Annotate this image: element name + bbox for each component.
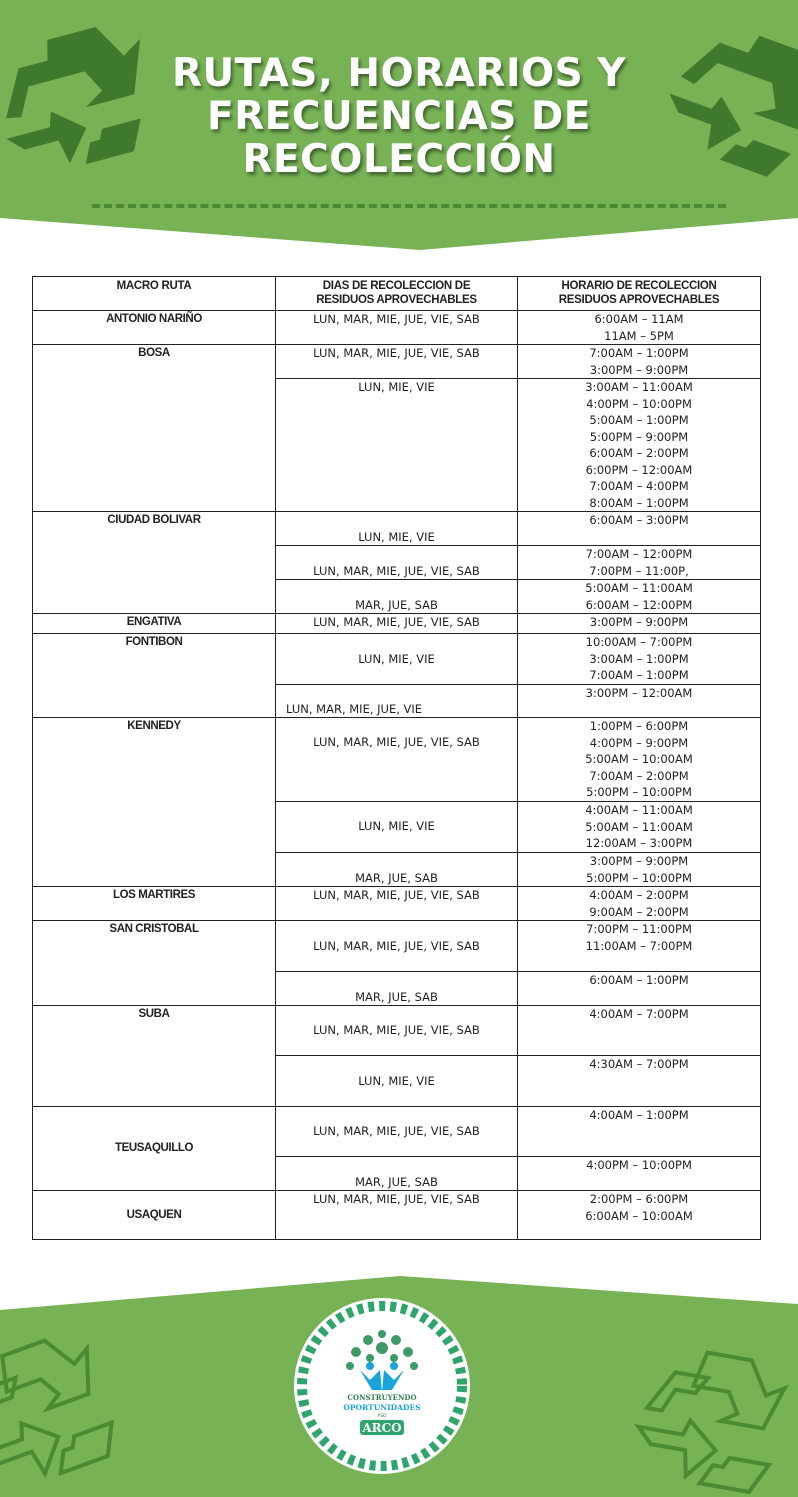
page-title [0, 52, 798, 181]
days-cell: LUN, MIE, VIE [276, 802, 518, 853]
route-name: FONTIBON [33, 634, 276, 718]
days-cell: LUN, MAR, MIE, JUE, VIE, SAB [276, 311, 518, 345]
days-cell: LUN, MAR, MIE, JUE, VIE, SAB [276, 614, 518, 634]
days-cell: LUN, MAR, MIE, JUE, VIE, SAB [276, 887, 518, 921]
table-header-row [33, 277, 761, 311]
days-cell: MAR, JUE, SAB [276, 580, 518, 614]
days-cell: LUN, MAR, MIE, JUE, VIE, SAB [276, 1191, 518, 1240]
days-cell: LUN, MAR, MIE, JUE, VIE [276, 685, 518, 718]
title-line-2: FRECUENCIAS DE [207, 94, 591, 139]
times-cell: 4:30AM – 7:00PM [518, 1056, 761, 1107]
days-cell: LUN, MIE, VIE [276, 1056, 518, 1107]
times-cell: 6:00AM – 11AM 11AM – 5PM [518, 311, 761, 345]
table-row [33, 512, 761, 546]
table-row [33, 1191, 761, 1240]
times-cell: 1:00PM – 6:00PM 4:00PM – 9:00PM 5:00AM – 10:00AM 7:00AM – 2:00PM 5:00PM – 10:00PM [518, 718, 761, 802]
route-name: BOSA [33, 345, 276, 512]
header-dias: DIAS DE RECOLECCION DE RESIDUOS APROVECHABLES [276, 277, 518, 311]
times-cell: 4:00AM – 11:00AM 5:00AM – 11:00AM 12:00AM – 3:00PM [518, 802, 761, 853]
header-macro-ruta: MACRO RUTA [33, 277, 276, 311]
table-row [33, 634, 761, 685]
route-name: LOS MARTIRES [33, 887, 276, 921]
days-cell: LUN, MAR, MIE, JUE, VIE, SAB [276, 921, 518, 972]
days-cell: MAR, JUE, SAB [276, 1157, 518, 1191]
table-row [33, 311, 761, 345]
times-cell: 3:00AM – 11:00AM 4:00PM – 10:00PM 5:00AM – 1:00PM 5:00PM – 9:00PM 6:00AM – 2:00PM 6:00PM – 12:00AM 7:00AM – 4:00PM 8:00AM – 1:00PM [518, 379, 761, 512]
route-name: USAQUEN [33, 1191, 276, 1240]
days-cell: MAR, JUE, SAB [276, 972, 518, 1006]
table-row [33, 614, 761, 634]
times-cell: 6:00AM – 1:00PM [518, 972, 761, 1006]
table-row [33, 345, 761, 379]
logo-line-4: ARCO [362, 1421, 402, 1435]
route-name: KENNEDY [33, 718, 276, 887]
table-row [33, 887, 761, 921]
times-cell: 5:00AM – 11:00AM 6:00AM – 12:00PM [518, 580, 761, 614]
times-cell: 7:00AM – 12:00PM 7:00PM – 11:00P, [518, 546, 761, 580]
days-cell: LUN, MAR, MIE, JUE, VIE, SAB [276, 1006, 518, 1056]
dashed-divider [92, 204, 726, 208]
logo-line-1: CONSTRUYENDO [347, 1393, 417, 1402]
header-banner [0, 0, 798, 250]
table-row [33, 1107, 761, 1157]
days-cell: LUN, MIE, VIE [276, 379, 518, 512]
route-name: ANTONIO NARIÑO [33, 311, 276, 345]
times-cell: 4:00AM – 7:00PM [518, 1006, 761, 1056]
arco-logo [292, 1296, 472, 1476]
route-name: TEUSAQUILLO [33, 1107, 276, 1191]
route-name: SUBA [33, 1006, 276, 1107]
days-cell: LUN, MAR, MIE, JUE, VIE, SAB [276, 345, 518, 379]
route-name: SAN CRISTOBAL [33, 921, 276, 1006]
times-cell: 7:00PM – 11:00PM 11:00AM – 7:00PM [518, 921, 761, 972]
times-cell: 2:00PM – 6:00PM 6:00AM – 10:00AM [518, 1191, 761, 1240]
table-row [33, 718, 761, 802]
logo-line-2: OPORTUNIDADES [343, 1403, 421, 1412]
times-cell: 4:00PM – 10:00PM [518, 1157, 761, 1191]
header-horario: HORARIO DE RECOLECCION RESIDUOS APROVECHABLES [518, 277, 761, 311]
route-name: CIUDAD BOLIVAR [33, 512, 276, 614]
table-row [33, 921, 761, 972]
title-line-1: RUTAS, HORARIOS Y [171, 51, 627, 96]
times-cell: 6:00AM – 3:00PM [518, 512, 761, 546]
times-cell: 4:00AM – 1:00PM [518, 1107, 761, 1157]
times-cell: 4:00AM – 2:00PM 9:00AM – 2:00PM [518, 887, 761, 921]
schedule-table [32, 276, 761, 1240]
times-cell: 3:00PM – 9:00PM 5:00PM – 10:00PM [518, 853, 761, 887]
title-line-3: RECOLECCIÓN [242, 137, 556, 182]
logo-line-3: ASO [377, 1414, 387, 1419]
days-cell: LUN, MAR, MIE, JUE, VIE, SAB [276, 546, 518, 580]
times-cell: 10:00AM – 7:00PM 3:00AM – 1:00PM 7:00AM – 1:00PM [518, 634, 761, 685]
days-cell: LUN, MIE, VIE [276, 634, 518, 685]
days-cell: LUN, MIE, VIE [276, 512, 518, 546]
table-row [33, 1006, 761, 1056]
times-cell: 3:00PM – 12:00AM [518, 685, 761, 718]
route-name: ENGATIVA [33, 614, 276, 634]
times-cell: 3:00PM – 9:00PM [518, 614, 761, 634]
times-cell: 7:00AM – 1:00PM 3:00PM – 9:00PM [518, 345, 761, 379]
days-cell: MAR, JUE, SAB [276, 853, 518, 887]
days-cell: LUN, MAR, MIE, JUE, VIE, SAB [276, 718, 518, 802]
logo-graphic [292, 1296, 472, 1476]
days-cell: LUN, MAR, MIE, JUE, VIE, SAB [276, 1107, 518, 1157]
